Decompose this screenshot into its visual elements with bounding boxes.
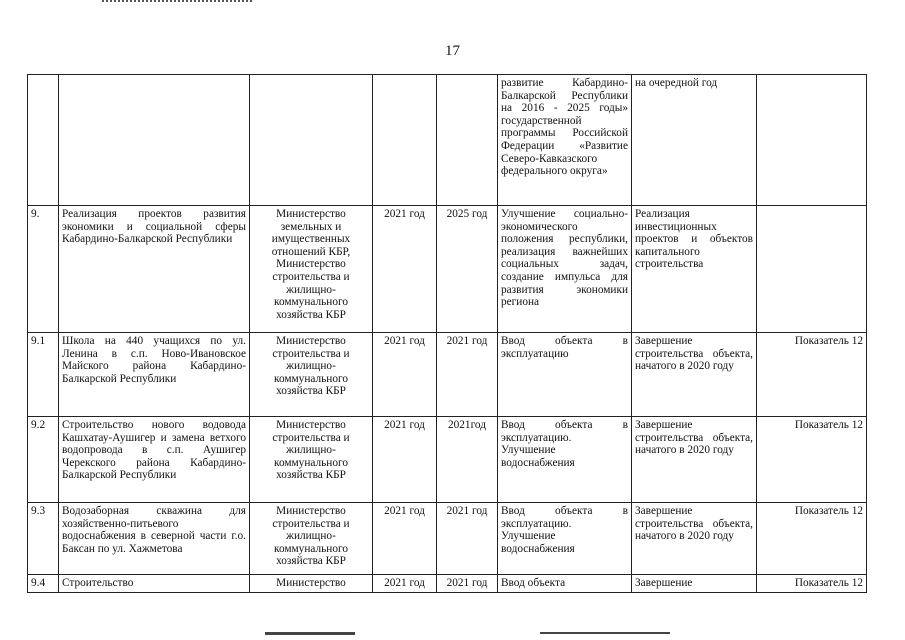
start-year: 2021 год	[373, 503, 437, 575]
linkage: Завершение строительства объекта, начатого в 2020 году	[632, 503, 757, 575]
expected-result: развитие Кабардино-Балкарской Республики на 2016 - 2025 годы» государственной программы Российской Федерации «Развитие Северо-Кавказского федерального округа»	[498, 75, 632, 206]
expected-result: Ввод объекта в эксплуатацию. Улучшение водоснабжения	[498, 417, 632, 503]
linkage: Завершение	[632, 575, 757, 593]
table-row	[28, 503, 867, 575]
measure-name: Строительство нового водовода Кашхатау-Аушигер и замена ветхого водопровода в с.п. Аушигер Черекского района Кабардино-Балкарской Республики	[59, 417, 250, 503]
end-year: 2021 год	[437, 575, 498, 593]
scan-artifact-bottom	[540, 632, 670, 634]
start-year: 2021 год	[373, 417, 437, 503]
measure-name: Школа на 440 учащихся по ул. Ленина в с.п. Ново-Ивановское Майского района Кабардино-Балкарской Республики	[59, 333, 250, 417]
start-year: 2021 год	[373, 575, 437, 593]
row-number: 9.2	[28, 417, 59, 503]
expected-result: Ввод объекта	[498, 575, 632, 593]
scan-artifact-top	[102, 0, 252, 6]
indicator	[757, 75, 867, 206]
scan-artifact-bottom	[265, 632, 355, 635]
table-row	[28, 417, 867, 503]
executor: Министерство	[250, 575, 373, 593]
linkage: Завершение строительства объекта, начатого в 2020 году	[632, 333, 757, 417]
end-year: 2021 год	[437, 333, 498, 417]
row-number: 9.4	[28, 575, 59, 593]
table-row	[28, 75, 867, 206]
indicator: Показатель 12	[757, 503, 867, 575]
end-year: 2025 год	[437, 206, 498, 333]
expected-result: Ввод объекта в эксплуатацию	[498, 333, 632, 417]
indicator: Показатель 12	[757, 575, 867, 593]
start-year	[373, 75, 437, 206]
measure-name	[59, 75, 250, 206]
row-number: 9.3	[28, 503, 59, 575]
measure-name: Водозаборная скважина для хозяйственно-питьевого водоснабжения в северной части г.о. Баксан по ул. Хажметова	[59, 503, 250, 575]
executor	[250, 75, 373, 206]
plan-table	[27, 74, 867, 593]
measure-name: Реализация проектов развития экономики и социальной сферы Кабардино-Балкарской Республики	[59, 206, 250, 333]
start-year: 2021 год	[373, 333, 437, 417]
start-year: 2021 год	[373, 206, 437, 333]
table-row	[28, 333, 867, 417]
expected-result: Улучшение социально-экономического положения республики, реализация важнейших социальных задач, создание импульса для развития экономики региона	[498, 206, 632, 333]
linkage: Завершение строительства объекта, начатого в 2020 году	[632, 417, 757, 503]
page-number: 17	[445, 43, 460, 59]
indicator: Показатель 12	[757, 417, 867, 503]
table-row	[28, 206, 867, 333]
linkage: на очередной год	[632, 75, 757, 206]
end-year: 2021 год	[437, 503, 498, 575]
indicator	[757, 206, 867, 333]
row-number	[28, 75, 59, 206]
end-year: 2021год	[437, 417, 498, 503]
expected-result: Ввод объекта в эксплуатацию. Улучшение водоснабжения	[498, 503, 632, 575]
row-number: 9.	[28, 206, 59, 333]
measure-name: Строительство	[59, 575, 250, 593]
executor: Министерство строительства и жилищно-коммунального хозяйства КБР	[250, 333, 373, 417]
table-row	[28, 575, 867, 593]
executor: Министерство земельных и имущественных отношений КБР, Министерство строительства и жилищно-коммунального хозяйства КБР	[250, 206, 373, 333]
indicator: Показатель 12	[757, 333, 867, 417]
row-number: 9.1	[28, 333, 59, 417]
end-year	[437, 75, 498, 206]
linkage: Реализация инвестиционных проектов и объектов капитального строительства	[632, 206, 757, 333]
executor: Министерство строительства и жилищно-коммунального хозяйства КБР	[250, 503, 373, 575]
executor: Министерство строительства и жилищно-коммунального хозяйства КБР	[250, 417, 373, 503]
